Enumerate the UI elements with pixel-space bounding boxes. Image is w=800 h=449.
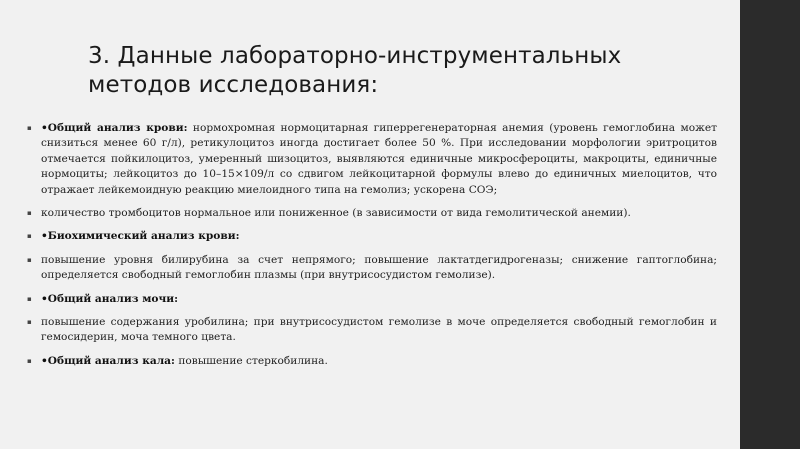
bullet-icon: ▪ [27, 232, 32, 241]
paragraph-text: количество тромбоцитов нормальное или пониженное (в зависимости от вида гемолитической анемии). [41, 207, 631, 220]
slide-content [27, 121, 717, 377]
bullet-icon: ▪ [27, 294, 32, 303]
paragraph-biochem [27, 253, 717, 284]
bullet-icon: ▪ [27, 356, 32, 365]
paragraph-heading: •Общий анализ кала: [41, 354, 175, 367]
paragraph-biochem-heading [27, 229, 717, 244]
paragraph-platelets [27, 206, 717, 221]
paragraph-stool [27, 354, 717, 369]
bullet-icon: ▪ [27, 318, 32, 327]
slide-title: 3. Данные лабораторно-инструментальных методов исследования: [88, 43, 622, 98]
paragraph-urine [27, 315, 717, 346]
paragraph-urine-heading [27, 292, 717, 307]
paragraph-text: повышение стеркобилина. [174, 354, 328, 367]
paragraph-blood-test [27, 121, 717, 198]
bullet-icon: ▪ [27, 255, 32, 264]
bullet-icon: ▪ [27, 209, 32, 218]
paragraph-heading: •Общий анализ крови: [41, 122, 188, 134]
right-side-bar [740, 0, 800, 449]
paragraph-text: повышение содержания уробилина; при внутрисосудистом гемолизе в моче определяется свободный гемоглобин и гемосидерин, моча темного цвета. [41, 316, 717, 344]
paragraph-text: повышение уровня билирубина за счет непрямого; повышение лактатдегидрогеназы; снижение гаптоглобина; определяется свободный гемоглобин плазмы (при внутрисосудистом гемолизе). [41, 253, 717, 282]
paragraph-heading: •Общий анализ мочи: [41, 292, 178, 305]
paragraph-heading: •Биохимический анализ крови: [41, 230, 240, 243]
bullet-icon: ▪ [27, 124, 32, 132]
paragraph-text: нормохромная нормоцитарная гиперрегенераторная анемия (уровень гемоглобина может снизиться менее 60 г/л), ретикулоцитоз иногда достигает более 50 %. При исследовании морфологии эритроцитов отмечается пойкилоцитоз, умеренный шизоцитоз, выявляются единичные микросфероциты, макроциты, единичные нормоциты; лейкоцитоз до 10–15×109/л со сдвигом лейкоцитарной формулы влево до единичных миелоцитов, что отражает лейкемоидную реакцию миелоидного типа на гемолиз; ускорена СОЭ; [41, 122, 717, 196]
